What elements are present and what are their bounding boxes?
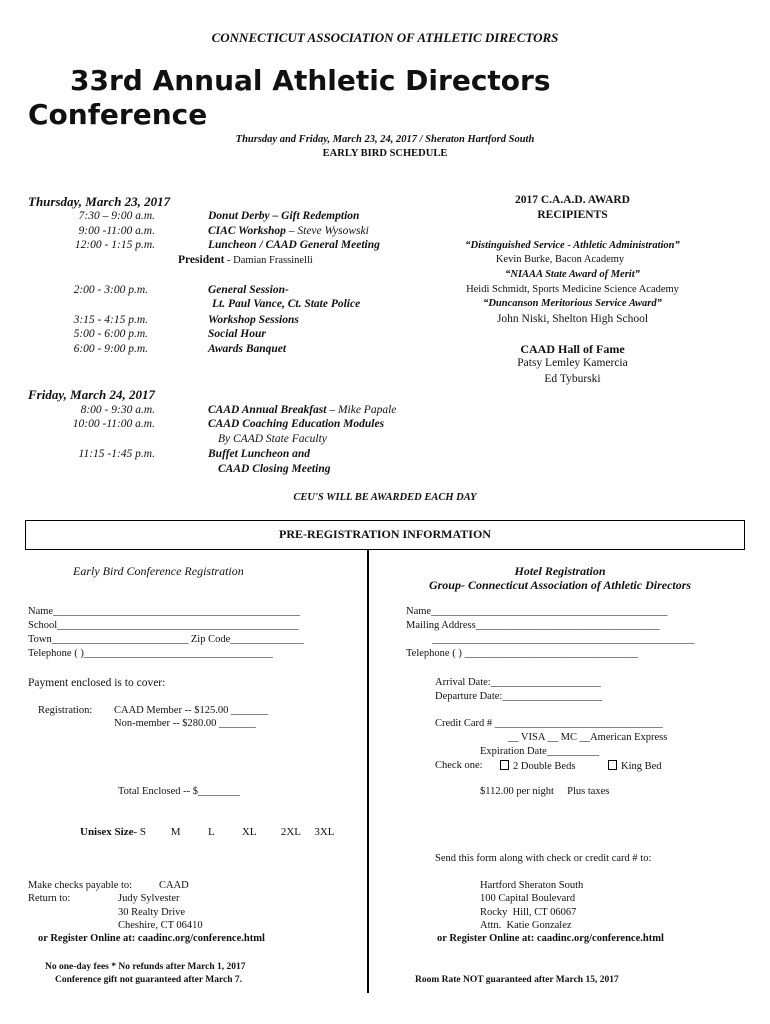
reg-school-field[interactable]: School______________________________________________ (28, 620, 299, 631)
award-3-title: “Duncanson Meritorious Service Award” (483, 298, 662, 309)
thu-event-2 (208, 225, 369, 237)
fri-event-2: CAAD Coaching Education Modules (208, 418, 385, 430)
thu-time-2: 9:00 -11:00 a.m. (78, 225, 155, 237)
fri-event-3-line2: CAAD Closing Meeting (218, 463, 331, 475)
thu-event-2-title: CIAC Workshop (208, 225, 286, 237)
king-bed-label: King Bed (621, 761, 662, 772)
thu-event-2-note: – Steve Wysowski (285, 225, 369, 237)
reg-name-field[interactable]: Name_______________________________________________ (28, 606, 300, 617)
hotel-mailing-field-2[interactable]: __________________________________________________ (432, 634, 695, 645)
fri-time-3: 11:15 -1:45 p.m. (78, 448, 155, 460)
thu-time-4: 2:00 - 3:00 p.m. (73, 284, 148, 296)
fri-event-1 (208, 404, 396, 416)
registration-label: Registration: (38, 705, 93, 716)
awards-heading-2: RECIPIENTS (537, 209, 608, 221)
fri-time-2: 10:00 -11:00 a.m. (72, 418, 155, 430)
president-label: President (178, 254, 225, 266)
thu-event-4-speaker: Lt. Paul Vance, Ct. State Police (212, 298, 361, 310)
fri-event-3: Buffet Luncheon and (208, 448, 311, 460)
hotel-telephone-field[interactable]: Telephone ( ) _________________________________ (406, 648, 638, 659)
conference-title-line1: 33rd Annual Athletic Directors (70, 64, 551, 97)
total-enclosed[interactable]: Total Enclosed -- $________ (118, 786, 241, 797)
thu-time-1: 7:30 – 9:00 a.m. (78, 210, 155, 222)
departure-date-field[interactable]: Departure Date:___________________ (435, 691, 603, 702)
send-form-note: Send this form along with check or credit card # to: (435, 853, 652, 864)
no-oneday-fees-note: No one-day fees * No refunds after March 1, 2017 (45, 962, 246, 972)
king-bed-checkbox[interactable] (608, 760, 617, 770)
hotel-registration-title: Hotel Registration (514, 564, 606, 578)
thu-event-1: Donut Derby – Gift Redemption (208, 210, 360, 222)
double-beds-option[interactable] (500, 760, 575, 772)
thu-event-6: Social Hour (208, 328, 266, 340)
thu-time-3: 12:00 - 1:15 p.m. (74, 239, 155, 251)
thu-event-7: Awards Banquet (208, 343, 287, 355)
hof-name-2: Ed Tyburski (544, 373, 601, 385)
return-line-2: 30 Realty Drive (118, 907, 186, 918)
thu-event-4: General Session- (208, 284, 289, 296)
award-1-recipient: Kevin Burke, Bacon Academy (495, 254, 625, 265)
hotel-group: Group- Connecticut Association of Athletic Directors (428, 578, 692, 592)
checks-payable-label: Make checks payable to: (28, 880, 133, 891)
reg-telephone-field[interactable]: Telephone ( )____________________________________ (28, 648, 273, 659)
hotel-address-4: Attn. Katie Gonzalez (480, 920, 572, 931)
checks-payable-to: CAAD (159, 880, 189, 891)
hotel-address-3: Rocky Hill, CT 06067 (480, 907, 577, 918)
caad-member-fee[interactable]: CAAD Member -- $125.00 _______ (114, 705, 268, 716)
room-rate: $112.00 per night Plus taxes (480, 786, 610, 797)
fri-event-1-note: – Mike Papale (326, 404, 397, 416)
award-1-title: “Distinguished Service - Athletic Administration” (465, 240, 680, 251)
friday-heading: Friday, March 24, 2017 (28, 387, 155, 402)
check-one-label: Check one: (435, 760, 483, 771)
dates-venue: Thursday and Friday, March 23, 24, 2017 / Sheraton Hartford South (235, 134, 535, 145)
card-type-options[interactable]: __ VISA __ MC __American Express (508, 732, 668, 743)
prereg-heading: PRE-REGISTRATION INFORMATION (279, 527, 491, 541)
expiration-date-field[interactable]: Expiration Date__________ (480, 746, 600, 757)
org-name: CONNECTICUT ASSOCIATION OF ATHLETIC DIRECTORS (211, 30, 559, 45)
hotel-name-field[interactable]: Name_____________________________________________ (406, 606, 668, 617)
thu-event-5: Workshop Sessions (208, 314, 299, 326)
hof-name-1: Patsy Lemley Kamercia (517, 357, 628, 369)
hotel-address-2: 100 Capital Boulevard (480, 893, 576, 904)
thu-time-6: 5:00 - 6:00 p.m. (73, 328, 148, 340)
thursday-heading: Thursday, March 23, 2017 (28, 194, 171, 209)
room-rate-note: Room Rate NOT guaranteed after March 15, 2017 (415, 975, 619, 985)
double-beds-label: 2 Double Beds (513, 761, 576, 772)
president-name: - Damian Frassinelli (224, 255, 313, 266)
column-divider (367, 550, 369, 993)
arrival-date-field[interactable]: Arrival Date:_____________________ (435, 677, 601, 688)
fri-event-2-note: By CAAD State Faculty (218, 433, 327, 445)
payment-label: Payment enclosed is to cover: (28, 677, 166, 689)
unisex-size-label: Unisex Size (80, 826, 134, 838)
thu-time-7: 6:00 - 9:00 p.m. (73, 343, 148, 355)
non-member-fee[interactable]: Non-member -- $280.00 _______ (114, 718, 256, 729)
return-line-1: Judy Sylvester (118, 893, 180, 904)
reg-town-zip-field[interactable]: Town__________________________ Zip Code______________ (28, 634, 304, 645)
thu-time-5: 3:15 - 4:15 p.m. (73, 314, 148, 326)
awards-heading-1: 2017 C.A.A.D. AWARD (514, 194, 630, 206)
hotel-mailing-field[interactable]: Mailing Address___________________________________ (406, 620, 660, 631)
award-2-recipient: Heidi Schmidt, Sports Medicine Science Academy (466, 284, 679, 295)
king-bed-option[interactable] (608, 760, 662, 772)
award-3-recipient: John Niski, Shelton High School (496, 313, 649, 325)
schedule-label: EARLY BIRD SCHEDULE (322, 148, 448, 159)
fri-event-1-title: CAAD Annual Breakfast (208, 404, 327, 416)
hotel-address-1: Hartford Sheraton South (480, 880, 584, 891)
return-to-label: Return to: (28, 893, 71, 904)
hall-of-fame-heading: CAAD Hall of Fame (520, 342, 625, 356)
credit-card-field[interactable]: Credit Card # ________________________________ (435, 718, 663, 729)
conference-title-line2: Conference (28, 98, 208, 131)
early-bird-title: Early Bird Conference Registration (73, 564, 244, 578)
conference-gift-note: Conference gift not guaranteed after March 7. (55, 975, 243, 985)
left-register-online[interactable]: or Register Online at: caadinc.org/conference.html (38, 933, 265, 944)
right-register-online[interactable]: or Register Online at: caadinc.org/conference.html (437, 933, 664, 944)
unisex-size-row (80, 826, 335, 838)
fri-time-1: 8:00 - 9:30 a.m. (80, 404, 155, 416)
award-2-title: “NIAAA State Award of Merit” (505, 269, 640, 280)
double-beds-checkbox[interactable] (500, 760, 509, 770)
president-line (178, 254, 313, 266)
return-line-3: Cheshire, CT 06410 (118, 920, 203, 931)
ceu-note: CEU'S WILL BE AWARDED EACH DAY (293, 492, 477, 503)
thu-event-3: Luncheon / CAAD General Meeting (208, 239, 380, 251)
size-options[interactable]: - S M L XL 2XL 3XL (133, 826, 335, 838)
